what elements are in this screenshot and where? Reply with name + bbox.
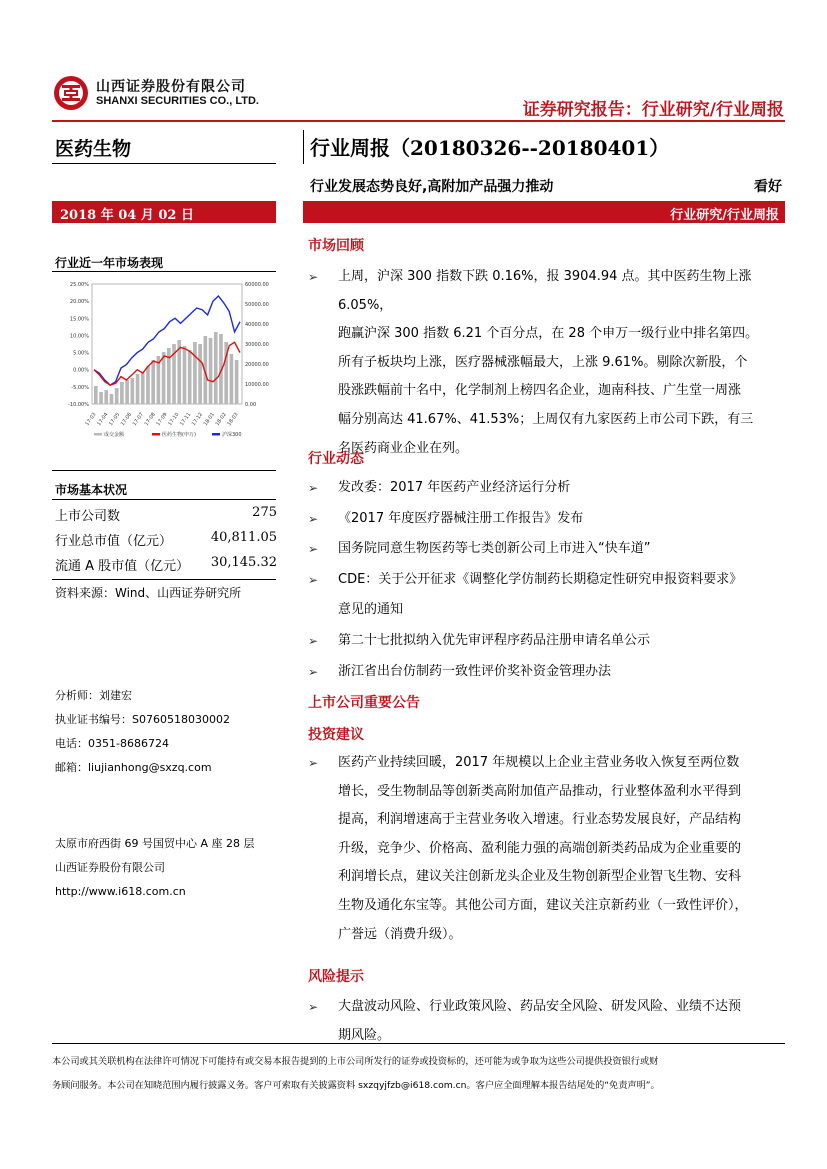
volume-bar bbox=[120, 382, 124, 404]
disclaimer-line: 本公司或其关联机构在法律许可情况下可能持有或交易本报告提到的上市公司所发行的证券或投资标的，还可能为或争取为这些公司提供投资银行或财 bbox=[52, 1056, 659, 1067]
section-heading-news: 行业动态 bbox=[308, 451, 364, 467]
review-line: 跑赢沪深 300 指数 6.21 个百分点，在 28 个申万一级行业中排名第四。 bbox=[338, 326, 759, 342]
company-url[interactable]: http://www.i618.com.cn bbox=[55, 885, 186, 898]
legend-swatch bbox=[212, 433, 220, 436]
list-item bbox=[308, 263, 788, 463]
market-basics-divider bbox=[52, 499, 276, 500]
list-item bbox=[308, 993, 788, 1050]
section-heading-announcements: 上市公司重要公告 bbox=[308, 695, 420, 711]
risk-line: 大盘波动风险、行业政策风险、药品安全风险、研发风险、业绩不达预 bbox=[338, 999, 742, 1014]
market-row-value: 275 bbox=[252, 505, 277, 520]
report-type: 证券研究报告：行业研究/行业周报 bbox=[522, 100, 784, 120]
review-line: 名医药商业企业在列。 bbox=[338, 440, 469, 456]
x-axis-tick-label: 18-02 bbox=[214, 411, 228, 428]
news-item-text: 《2017 年度医疗器械注册工作报告》发布 bbox=[338, 510, 584, 526]
chart-divider bbox=[52, 271, 276, 272]
section-heading-risk: 风险提示 bbox=[308, 969, 364, 985]
volume-bar bbox=[125, 380, 129, 404]
list-item bbox=[308, 534, 788, 565]
company-logo bbox=[52, 74, 292, 114]
advice-line: 利润增长点，建议关注创新龙头企业及生物创新型企业智飞生物、安科 bbox=[338, 869, 742, 885]
analyst-name: 分析师：刘建宏 bbox=[55, 689, 132, 702]
left-axis-tick-label: -5.00% bbox=[71, 384, 89, 391]
x-axis-tick-label: 17-03 bbox=[84, 411, 98, 428]
market-row bbox=[55, 530, 277, 555]
market-row bbox=[55, 555, 277, 580]
left-axis-tick-label: 5.00% bbox=[73, 350, 89, 357]
market-row-value: 30,145.32 bbox=[210, 555, 277, 570]
company-name-en: SHANXI SECURITIES CO., LTD. bbox=[96, 95, 259, 107]
volume-bar bbox=[131, 378, 135, 404]
volume-bar bbox=[230, 354, 234, 404]
review-line: 股涨跌幅前十名中，化学制剂上榜四名企业，迦南科技、广生堂一周涨 bbox=[338, 383, 742, 399]
x-axis-tick-label: 17-07 bbox=[131, 411, 145, 428]
address-company: 山西证券股份有限公司 bbox=[55, 861, 165, 874]
news-item-text: 浙江省出台仿制药一致性评价奖补资金管理办法 bbox=[338, 663, 612, 679]
right-axis-tick-label: 60000.00 bbox=[245, 282, 269, 288]
data-source: 资料来源：Wind、山西证券研究所 bbox=[55, 586, 242, 600]
advice-line: 广誉远（消费升级）。 bbox=[338, 926, 462, 942]
volume-bar bbox=[94, 386, 98, 404]
left-axis-tick-label: 25.00% bbox=[69, 282, 89, 288]
volume-bar bbox=[151, 360, 155, 404]
volume-bar bbox=[198, 344, 202, 404]
market-row-label: 流通 A 股市值（亿元） bbox=[55, 559, 190, 574]
right-axis-tick-label: 30000.00 bbox=[245, 342, 269, 348]
disclaimer bbox=[52, 1050, 787, 1098]
x-axis-tick-label: 18-03 bbox=[226, 411, 240, 428]
company-name-cn: 山西证券股份有限公司 bbox=[96, 79, 246, 95]
volume-bar bbox=[162, 352, 166, 404]
sector-name: 医药生物 bbox=[55, 138, 132, 160]
sector-divider bbox=[52, 163, 276, 164]
review-line: 所有子板块均上涨，医疗器械涨幅最大，上涨 9.61%。剔除次新股，个 bbox=[338, 354, 748, 370]
news-item-text: 国务院同意生物医药等七类创新公司上市进入“快车道” bbox=[338, 541, 651, 557]
x-axis-tick-label: 17-04 bbox=[96, 411, 110, 428]
review-line: 上周，沪深 300 指数下跌 0.16%，报 3904.94 点。其中医药生物上涨 6.05%， bbox=[338, 269, 752, 313]
news-item-text: 第二十七批拟纳入优先审评程序药品注册申请名单公示 bbox=[338, 632, 651, 648]
volume-bar bbox=[209, 338, 213, 404]
x-axis-tick-label: 18-01 bbox=[202, 411, 216, 428]
market-performance-chart bbox=[52, 276, 276, 444]
analyst-phone: 电话：0351-8686724 bbox=[55, 737, 169, 750]
list-item bbox=[308, 657, 788, 688]
market-table-divider bbox=[52, 579, 276, 580]
risk-line: 期风险。 bbox=[338, 1027, 391, 1043]
x-axis-tick-label: 17-06 bbox=[119, 411, 134, 428]
section-heading-advice: 投资建议 bbox=[308, 727, 364, 743]
volume-bar bbox=[99, 392, 103, 404]
volume-bar bbox=[183, 346, 187, 404]
news-item-text: 意见的通知 bbox=[338, 602, 404, 618]
analyst-email[interactable]: 邮箱：liujianhong@sxzq.com bbox=[55, 761, 212, 774]
legend-swatch bbox=[94, 433, 102, 436]
news-item-text: 发改委：2017 年医药产业经济运行分析 bbox=[338, 480, 571, 495]
list-item bbox=[308, 473, 788, 504]
advice-line: 提高，利润增速高于主营业务收入增速。行业态势发展良好，产品结构 bbox=[338, 812, 742, 828]
rating: 看好 bbox=[754, 179, 782, 195]
company-address bbox=[55, 832, 255, 904]
right-axis-tick-label: 50000.00 bbox=[245, 302, 269, 308]
arrow-bullet-icon: ➢ bbox=[308, 756, 319, 770]
x-axis-tick-label: 17-05 bbox=[108, 411, 122, 428]
advice-line: 生物及通化东宝等。其他公司方面，建议关注京新药业（一致性评价）， bbox=[338, 897, 748, 913]
arrow-bullet-icon: ➢ bbox=[308, 633, 319, 648]
x-axis-tick-label: 17-11 bbox=[179, 411, 193, 428]
volume-bar bbox=[136, 374, 140, 404]
header-divider bbox=[52, 120, 785, 122]
news-item-text: CDE：关于公开征求《调整化学仿制药长期稳定性研究申报资料要求》 bbox=[338, 571, 743, 587]
market-row-label: 上市公司数 bbox=[55, 509, 121, 524]
market-row-label: 行业总市值（亿元） bbox=[55, 534, 173, 549]
left-axis-tick-label: 20.00% bbox=[69, 299, 89, 306]
volume-bar bbox=[235, 360, 239, 404]
report-subtitle: 行业发展态势良好,高附加产品强力推动 bbox=[310, 179, 554, 195]
analyst-license: 执业证书编号：S0760518030002 bbox=[55, 713, 230, 726]
legend-label: 成交金额 bbox=[104, 432, 125, 438]
legend-swatch bbox=[152, 433, 160, 436]
advice-line: 增长，受生物制品等创新类高附加值产品推动，行业整体盈利水平得到 bbox=[338, 783, 742, 799]
x-axis-tick-label: 17-08 bbox=[143, 411, 157, 428]
news-list bbox=[308, 473, 788, 687]
left-axis-tick-label: 15.00% bbox=[69, 316, 89, 323]
left-axis-tick-label: 0.00% bbox=[73, 367, 89, 374]
market-basics-table bbox=[55, 505, 277, 580]
footer-divider bbox=[52, 1043, 785, 1044]
list-item bbox=[308, 749, 788, 949]
right-axis-tick-label: 10000.00 bbox=[245, 382, 269, 388]
right-axis-tick-label: 0.00 bbox=[245, 402, 257, 408]
analyst-info bbox=[55, 684, 230, 780]
right-axis-tick-label: 40000.00 bbox=[245, 322, 269, 328]
arrow-bullet-icon: ➢ bbox=[308, 270, 319, 284]
volume-bar bbox=[193, 342, 197, 404]
volume-bar bbox=[110, 394, 114, 404]
x-axis-tick-label: 17-10 bbox=[167, 411, 181, 428]
left-axis-tick-label: 10.00% bbox=[69, 333, 89, 340]
address-line: 太原市府西街 69 号国贸中心 A 座 28 层 bbox=[55, 837, 255, 850]
advice-line: 医药产业持续回暖，2017 年规模以上企业主营业务收入恢复至两位数 bbox=[338, 755, 740, 770]
report-title: 行业周报（20180326--20180401） bbox=[310, 136, 670, 160]
volume-bar bbox=[141, 372, 145, 404]
left-axis-tick-label: -10.00% bbox=[68, 402, 89, 408]
shanxi-securities-logo-icon bbox=[52, 74, 90, 112]
legend-label: 医药生物(申万) bbox=[162, 432, 196, 438]
title-separator bbox=[303, 130, 304, 164]
disclaimer-line: 务顾问服务。本公司在知晓范围内履行披露义务。客户可索取有关披露资料 sxzqyjfzb@i618.com.cn。客户应全面理解本报告结尾处的“免责声明”。 bbox=[52, 1080, 660, 1091]
chart-bottom-divider bbox=[52, 470, 276, 471]
arrow-bullet-icon: ➢ bbox=[308, 511, 319, 526]
market-basics-title: 市场基本状况 bbox=[55, 483, 128, 497]
report-category-bar: 行业研究/行业周报 bbox=[303, 201, 785, 223]
volume-bar bbox=[214, 332, 218, 404]
chart-label: 行业近一年市场表现 bbox=[55, 256, 164, 270]
volume-bar bbox=[188, 350, 192, 404]
market-row-value: 40,811.05 bbox=[210, 530, 277, 545]
volume-bar bbox=[104, 390, 108, 404]
volume-bar bbox=[115, 388, 119, 404]
x-axis-tick-label: 17-09 bbox=[155, 411, 169, 428]
arrow-bullet-icon: ➢ bbox=[308, 1000, 319, 1014]
advice-line: 升级，竞争少、价格高、盈利能力强的高端创新类药品成为企业重要的 bbox=[338, 840, 742, 856]
volume-bar bbox=[146, 366, 150, 404]
section-heading-review: 市场回顾 bbox=[308, 238, 364, 254]
list-item bbox=[308, 565, 788, 626]
legend-label: 沪深300 bbox=[222, 432, 242, 438]
list-item bbox=[308, 626, 788, 657]
review-line: 幅分别高达 41.67%、41.53%；上周仅有九家医药上市公司下跌，有三 bbox=[338, 411, 754, 427]
x-axis-tick-label: 17-12 bbox=[190, 411, 205, 428]
review-list bbox=[308, 263, 788, 463]
market-row bbox=[55, 505, 277, 530]
arrow-bullet-icon: ➢ bbox=[308, 572, 319, 587]
advice-list bbox=[308, 749, 788, 949]
arrow-bullet-icon: ➢ bbox=[308, 664, 319, 679]
risk-list bbox=[308, 993, 788, 1050]
arrow-bullet-icon: ➢ bbox=[308, 481, 319, 495]
right-axis-tick-label: 20000.00 bbox=[245, 362, 269, 368]
list-item bbox=[308, 504, 788, 535]
report-date: 2018 年 04 月 02 日 bbox=[52, 201, 276, 223]
arrow-bullet-icon: ➢ bbox=[308, 542, 319, 557]
